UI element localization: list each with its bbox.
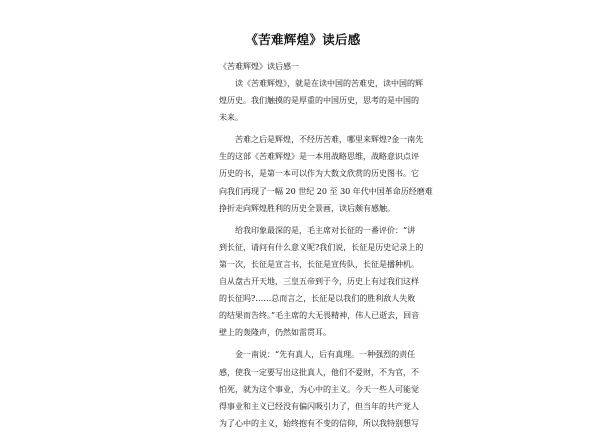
paragraph-line: 历史的书，是第一本可以作为大数文欣赏的历史图书。它 [219,169,419,179]
paragraph-line: 自从盘古开天地，三皇五帝到于今，历史上有过我们这样 [219,277,419,287]
paragraph-line: 苦难之后是辉煌，不经历苦难，哪里来辉煌?金一南先 [235,135,424,145]
paragraph-line: 给我印象最深的是，毛主席对长征的一番评价：“讲 [235,225,416,235]
paragraph-line: 怕死，就为这个事业，为心中的主义。今天一些人可能觉 [219,384,419,394]
article-column [203,32,433,437]
paragraph-4 [203,346,419,431]
paragraph-line: 金一南说：“先有真人，后有真理。一种强烈的责任 [235,350,416,360]
paragraph-line: 未来。 [219,113,243,123]
paragraph-3 [203,222,424,342]
page-title: 《苦难辉煌》读后感 [245,32,361,47]
paragraph-line: 壁上的轰隆声，仍然如雷贯耳。 [219,328,331,338]
paragraph-line: 得事业和主义已经没有偏闪吸引力了，但当年的共产党人 [219,401,419,411]
paragraph-line: 的结果而告终。”毛主席的大无畏精神，伟人已逝去，回音 [219,311,420,321]
article-subtitle: 《苦难辉煌》读后感一 [219,62,299,71]
paragraph-line: 向我们再现了一幅 20 世纪 20 至 30 年代中国革命历经磨难 [219,186,433,196]
paragraph-line: 感，使我一定要写出这批真人，他们不爱财，不为官，不 [219,367,419,377]
paragraph-line: 煌历史。我们触摸的是厚重的中国历史，思考的是中国的 [219,96,419,106]
paragraph-line: 挣折走向辉煌胜利的历史全景画，读后颇有感触。 [219,203,395,213]
paragraph-line: 为了心中的主义，始终抱有不变的信仰，所以我特别想写 [219,418,419,428]
paragraph-2 [203,131,433,216]
paragraph-line: 读《苦难辉煌》，就是在读中国的苦难史，读中国的辉 [235,79,423,88]
paragraph-line: 生的这部《苦难辉煌》是一本用战略思维，战略意识点评 [219,152,419,162]
paragraph-line: 的长征吗?……总而言之，长征是以我们的胜利敌人失败 [219,294,416,304]
paragraph-1 [203,75,423,126]
paragraph-line: 第一次，长征是宣言书，长征是宣传队，长征是播种机。 [219,259,419,269]
paragraph-line: 到长征，请问有什么意义呢?我们说，长征是历史记录上的 [219,242,424,252]
